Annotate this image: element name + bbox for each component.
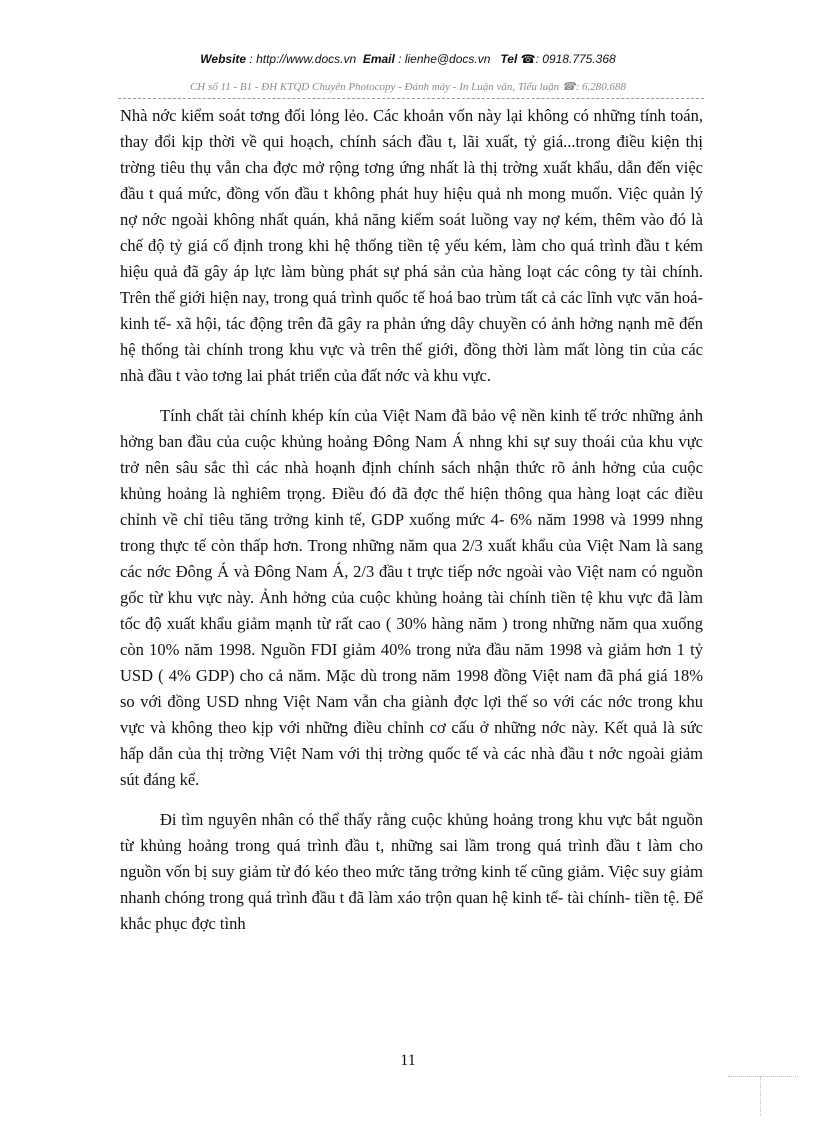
- email-value[interactable]: : lienhe@docs.vn: [398, 52, 491, 66]
- tel-value: ☎: 0918.775.368: [520, 52, 616, 66]
- website-label: Website: [200, 52, 247, 66]
- paragraph-1: Nhà nớc kiểm soát tơng đối lỏng lẻo. Các khoản vốn này lại không có những tính toán, thay đổi kịp thời về qui hoạch, chính sách đầu t, lãi xuất, tỷ giá...trong điều kiện thị trờng tiêu thụ vẫn cha đợc mở rộng tơng ứng nhất là thị trờng xuất khẩu, dẫn đến việc đầu t quá mức, đồng vốn đầu t không phát huy hiệu quả nh mong muốn. Việc quản lý nợ nớc ngoài không nhất quán, khả năng kiểm soát luồng vay nợ kém, thêm vào đó là chế độ tỷ giá cố định trong khi hệ thống tiền tệ yếu kém, làm cho quá trình đầu t kém hiệu quả đã gây áp lực làm bùng phát sự phá sản của hàng loạt các công ty tài chính. Trên thế giới hiện nay, trong quá trình quốc tế hoá bao trùm tất cả các lĩnh vực văn hoá- kinh tế- xã hội, tác động trên đã gây ra phản ứng dây chuyền có ảnh hởng nạnh mẽ đến hệ thống tài chính trong khu vực và trên thế giới, đồng thời làm mất lòng tin của các nhà đầu t vào tơng lai phát triển của đất nớc và khu vực.: [120, 106, 703, 385]
- header-subheader: CH số 11 - B1 - ĐH KTQD Chuyên Photocopy - Đánh máy - In Luận văn, Tiểu luận ☎: 6.280.688: [189, 81, 627, 93]
- corner-mark-vertical: [760, 1076, 761, 1116]
- header-contact-line: [0, 52, 816, 66]
- document-body: [120, 103, 703, 937]
- paragraph-2: Tính chất tài chính khép kín của Việt Nam đã bảo vệ nền kinh tế trớc những ảnh hởng ban đầu của cuộc khủng hoảng Đông Nam Á nhng khi sự suy thoái của khu vực trở nên sâu sắc thì các nhà hoạnh định chính sách nhận thức rõ ảnh hởng của cuộc khủng hoảng là nghiêm trọng. Điều đó đã đợc thể hiện thông qua hàng loạt các điều chỉnh về chỉ tiêu tăng trởng kinh tế, GDP xuống mức 4- 6% năm 1998 và 1999 nhng trong thực tế còn thấp hơn. Trong những năm qua 2/3 xuất khẩu của Việt Nam là sang các nớc Đông Á và Đông Nam Á, 2/3 đầu t trực tiếp nớc ngoài vào Việt nam có nguồn gốc từ khu vực này. Ảnh hởng của cuộc khủng hoảng tài chính tiền tệ khu vực đã làm tốc độ xuất khẩu giảm mạnh từ rất cao ( 30% hàng năm ) trong những năm qua xuống còn 10% năm 1998. Nguồn FDI giảm 40% trong nửa đầu năm 1998 và giảm hơn 1 tỷ USD ( 4% GDP) cho cả năm. Mặc dù trong năm 1998 đồng Việt nam đã phá giá 18% so với đồng USD nhng Việt Nam vẫn cha giành đợc lợi thế so với các nớc trong khu vực và không theo kịp với những điều chỉnh cơ cấu ở những nớc này. Kết quả là sức hấp dẫn của thị trờng Việt Nam với thị trờng quốc tế và các nhà đầu t nớc ngoài giảm sút đáng kể.: [120, 406, 703, 789]
- corner-mark-horizontal: [728, 1076, 798, 1077]
- paragraph-3: Đi tìm nguyên nhân có thể thấy rằng cuộc khủng hoảng trong khu vực bắt nguồn từ khủng hoảng trong quá trình đầu t, những sai lầm trong quá trình đầu t làm cho nguồn vốn bị suy giảm từ đó kéo theo mức tăng trởng kinh tế cũng giảm. Việc suy giảm nhanh chóng trong quá trình đầu t đã làm xáo trộn quan hệ kinh tế- tài chính- tiền tệ. Để khắc phục đợc tình: [120, 810, 703, 933]
- tel-label: Tel: [500, 52, 518, 66]
- header-divider: [118, 98, 704, 99]
- email-label: Email: [362, 52, 395, 66]
- website-value[interactable]: : http://www.docs.vn: [249, 52, 357, 66]
- page-number: 11: [400, 1052, 416, 1069]
